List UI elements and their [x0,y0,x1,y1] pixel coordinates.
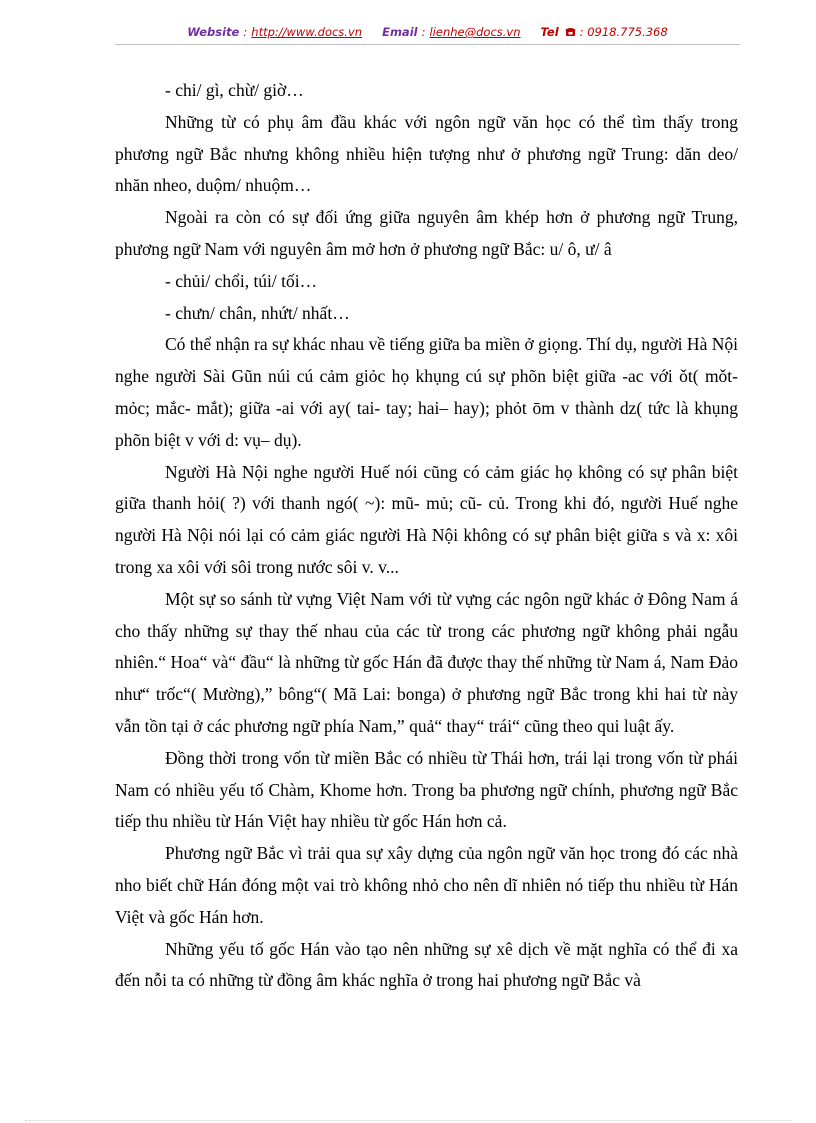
website-label: Website [187,25,240,39]
website-separator: : [243,25,248,39]
phone-icon [565,27,576,37]
paragraph: Ngoài ra còn có sự đối ứng giữa nguyên âm khép hơn ở phương ngữ Trung, phương ngữ Nam với nguyên âm mở hơn ở phương ngữ Bắc: u/ ô, ư/ â [115,207,738,259]
paragraph: - chưn/ chân, nhứt/ nhất… [165,302,350,323]
paragraph: Đồng thời trong vốn từ miền Bắc có nhiều từ Thái hơn, trái lại trong vốn từ phái Nam có nhiều yếu tố Chàm, Khome hơn. Trong ba phương ngữ chính, phương ngữ Bắc tiếp thu nhiều từ Hán Việt hay nhiều từ gốc Hán hơn cả. [115,747,738,832]
paragraph: - chi/ gì, chừ/ giờ… [165,80,304,100]
tel-label: Tel [540,25,559,39]
email-link[interactable]: lienhe@docs.vn [429,25,521,39]
footer-divider [25,1120,791,1121]
paragraph: Có thể nhận ra sự khác nhau về tiếng giữa ba miền ở giọng. Thí dụ, người Hà Nội nghe người Sài Gũn núi cú cảm giỏc họ khụng cú sự phõn biệt giữa -ac với ǒt( mǒt- mỏc; mắc- mắt); giữa -ai với ay( tai- tay; hai– hay); phỏt ōm v thành dz( tức là khụng phõn biệt v với d: vụ– dụ). [115,334,738,450]
paragraph: - chủi/ chổi, túi/ tối… [165,270,318,291]
paragraph: Những yếu tố gốc Hán vào tạo nên những sự xê dịch về mặt nghĩa có thể đi xa đến nỗi ta có những từ đồng âm khác nghĩa ở trong hai phương ngữ Bắc và [115,938,738,991]
paragraph: Phương ngữ Bắc vì trải qua sự xây dựng của ngôn ngữ văn học trong đó các nhà nho biết chữ Hán đóng một vai trò không nhỏ cho nên dĩ nhiên nó tiếp thu nhiều từ Hán Việt và gốc Hán hơn. [115,843,738,927]
email-label: Email [382,25,418,39]
header-divider [115,44,740,45]
document-body [115,75,738,997]
tel-number: : 0918.775.368 [579,25,668,39]
page-header [115,25,740,43]
paragraph: Người Hà Nội nghe người Huế nói cũng có cảm giác họ không có sự phân biệt giữa thanh hỏi( ?) với thanh ngó( ~): mũ- mủ; cũ- củ. Trong khi đó, người Huế nghe người Hà Nội nói lại có cảm giác người Hà Nội không có sự phân biệt giữa s và x: xôi trong xa xôi với sôi trong nước sôi v. v... [115,461,738,577]
email-separator: : [421,25,426,39]
paragraph: Một sự so sánh từ vựng Việt Nam với từ vựng các ngôn ngữ khác ở Đông Nam á cho thấy những sự thay thế nhau của các từ trong các phương ngữ không phải ngẫu nhiên.“ Hoa“ và“ đầu“ là những từ gốc Hán đã được thay thế những từ Nam á, Nam Đảo như“ trốc“( Mường),” bông“( Mã Lai: bonga) ở phương ngữ Bắc trong khi hai từ này vẫn tồn tại ở các phương ngữ phía Nam,” quả“ thay“ trái“ cũng theo qui luật ấy. [115,588,738,736]
paragraph: Những từ có phụ âm đầu khác với ngôn ngữ văn học có thể tìm thấy trong phương ngữ Bắc nhưng không nhiều hiện tượng như ở phương ngữ Trung: dăn deo/ nhăn nheo, duộm/ nhuộm… [115,111,738,196]
website-link[interactable]: http://www.docs.vn [251,25,363,39]
